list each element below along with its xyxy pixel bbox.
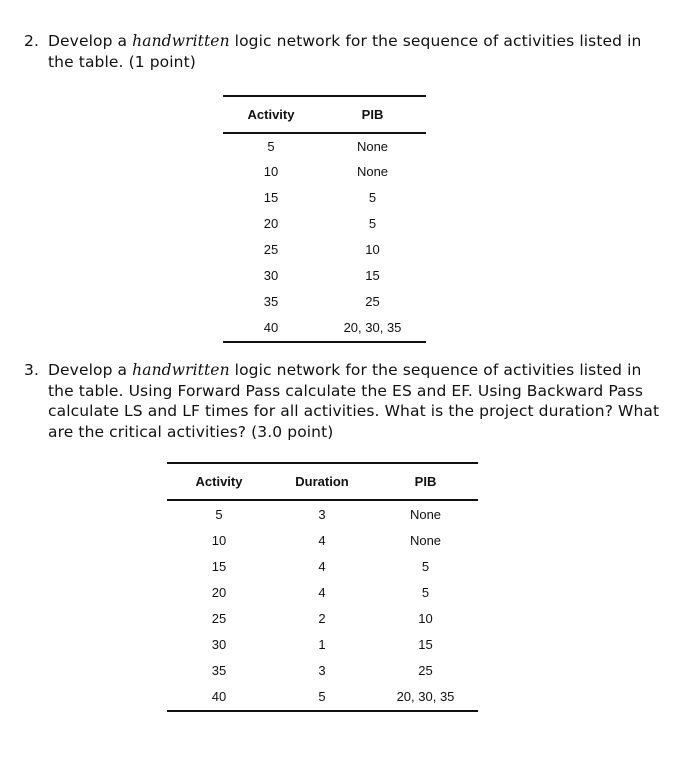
- question-2-emphasis: handwritten: [132, 32, 230, 50]
- cell-duration: 3: [318, 662, 326, 678]
- question-3-text-before: Develop a: [48, 361, 133, 379]
- question-3-emphasis: handwritten: [132, 361, 230, 379]
- cell-duration: 4: [318, 558, 326, 574]
- table-row: [167, 631, 478, 657]
- cell-pib: None: [409, 532, 442, 548]
- table-row: [223, 133, 426, 158]
- cell-pib: 25: [365, 293, 380, 309]
- table-row: [223, 158, 426, 184]
- cell-duration: 4: [318, 584, 326, 600]
- question-2-text: [48, 31, 664, 72]
- cell-pib: 20, 30, 35: [319, 314, 426, 342]
- cell-pib: 10: [418, 610, 433, 626]
- cell-pib: 5: [368, 189, 377, 205]
- question-2: [24, 31, 664, 72]
- cell-activity: 25: [211, 610, 227, 626]
- table-row: [223, 236, 426, 262]
- cell-pib: 15: [365, 267, 380, 283]
- cell-pib: None: [409, 506, 442, 522]
- table-header-row: [167, 463, 478, 500]
- cell-pib: 5: [421, 558, 430, 574]
- table-row: [167, 553, 478, 579]
- activity-pib-table: [223, 95, 426, 343]
- column-header-duration: Duration: [271, 463, 373, 500]
- cell-duration: 3: [318, 506, 326, 522]
- cell-pib: 25: [418, 662, 433, 678]
- cell-pib: 20, 30, 35: [373, 683, 478, 711]
- question-3-text-after: logic network for the sequence of activities listed in the table. Using Forward Pass calculate the ES and EF. Using Backward Pass calculate LS and LF times for all activities. What is the project duration? What are the critical activities? (3.0 point): [48, 361, 660, 441]
- column-header-activity: Activity: [223, 96, 319, 133]
- table-row: [167, 683, 478, 711]
- cell-duration: 1: [318, 636, 326, 652]
- question-2-text-before: Develop a: [48, 32, 133, 50]
- question-3-number: 3.: [24, 361, 39, 379]
- cell-activity: 5: [267, 138, 275, 154]
- cell-activity: 35: [211, 662, 227, 678]
- cell-duration: 2: [318, 610, 326, 626]
- activity-duration-pib-table: [167, 462, 478, 712]
- cell-duration: 5: [271, 683, 373, 711]
- table-row: [223, 210, 426, 236]
- column-header-activity: Activity: [167, 463, 271, 500]
- column-header-pib: PIB: [319, 96, 426, 133]
- cell-activity: 30: [263, 267, 279, 283]
- cell-activity: 10: [211, 532, 227, 548]
- cell-duration: 4: [318, 532, 326, 548]
- cell-activity: 40: [223, 314, 319, 342]
- table-row: [223, 314, 426, 342]
- cell-pib: None: [356, 138, 389, 154]
- cell-activity: 35: [263, 293, 279, 309]
- cell-activity: 15: [211, 558, 227, 574]
- cell-pib: None: [356, 163, 389, 179]
- cell-pib: 10: [365, 241, 380, 257]
- cell-pib: 15: [418, 636, 433, 652]
- table-row: [167, 527, 478, 553]
- table-row: [167, 605, 478, 631]
- question-3: [24, 360, 664, 442]
- cell-activity: 10: [263, 163, 279, 179]
- cell-activity: 20: [211, 584, 227, 600]
- table-row: [167, 657, 478, 683]
- table-row: [223, 288, 426, 314]
- cell-pib: 5: [368, 215, 377, 231]
- table-row: [167, 579, 478, 605]
- column-header-pib: PIB: [373, 463, 478, 500]
- cell-activity: 5: [215, 506, 223, 522]
- table-row: [167, 500, 478, 527]
- table-row: [223, 262, 426, 288]
- question-2-number: 2.: [24, 32, 39, 50]
- cell-activity: 30: [211, 636, 227, 652]
- question-3-text: [48, 360, 664, 442]
- cell-pib: 5: [421, 584, 430, 600]
- cell-activity: 25: [263, 241, 279, 257]
- cell-activity: 20: [263, 215, 279, 231]
- cell-activity: 15: [263, 189, 279, 205]
- cell-activity: 40: [167, 683, 271, 711]
- table-header-row: [223, 96, 426, 133]
- question-2-text-after: logic network for the sequence of activities listed in the table. (1 point): [48, 32, 642, 71]
- table-row: [223, 184, 426, 210]
